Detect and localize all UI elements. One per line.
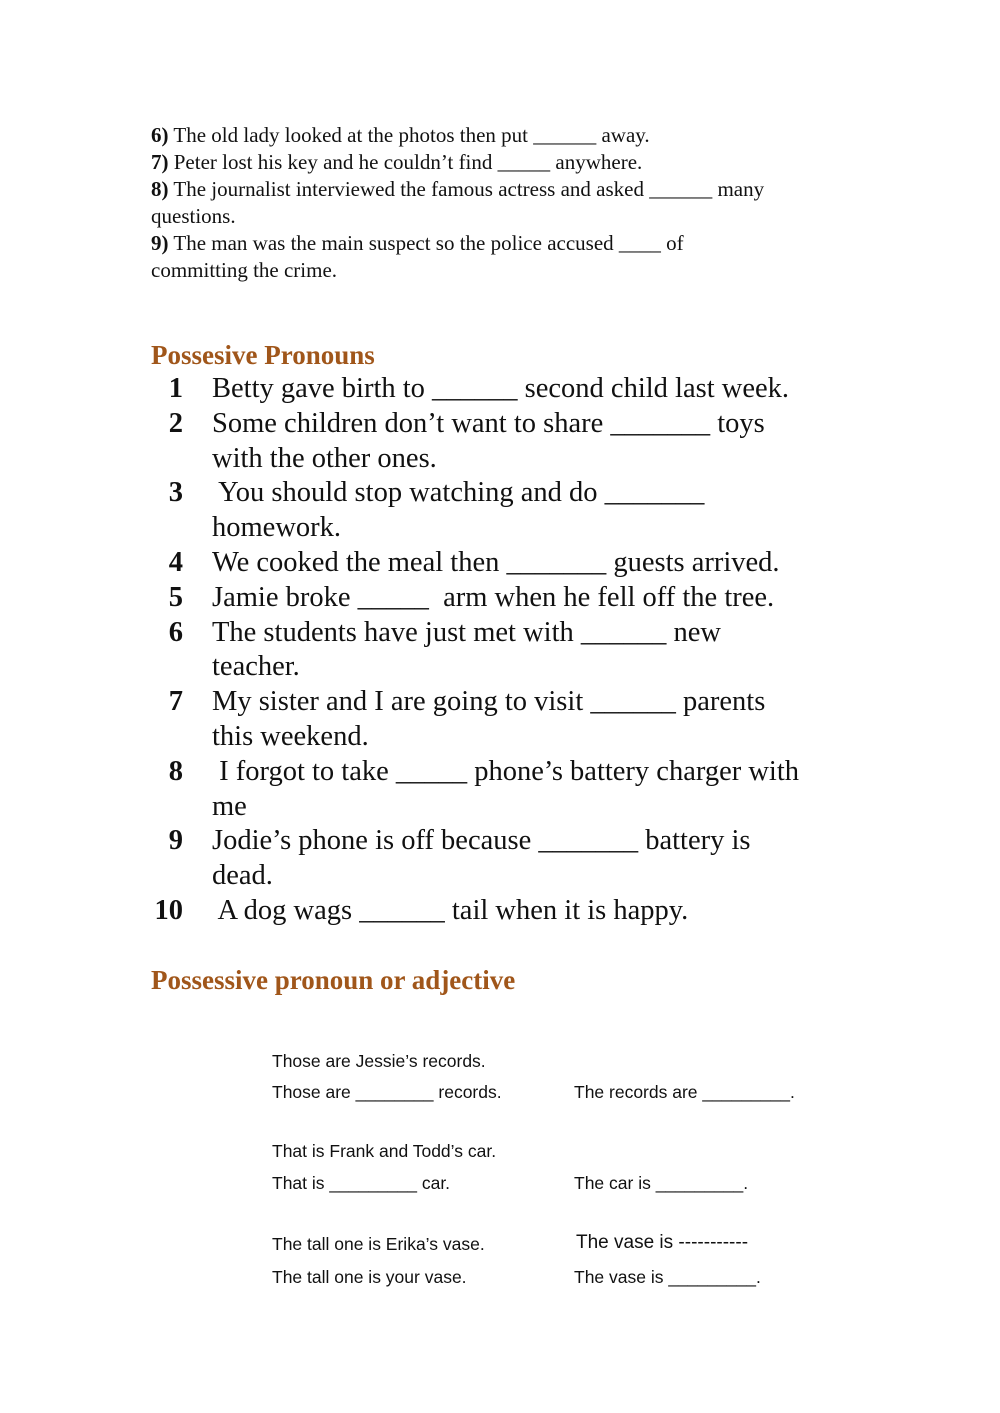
- item-text: I forgot to take _____ phone’s battery charger with: [212, 755, 800, 787]
- item-text: Jodie’s phone is off because _______ battery is: [212, 825, 751, 857]
- possessive-pronouns-list: [0, 372, 1000, 929]
- item-text: with the other ones.: [212, 442, 437, 474]
- item-number: 8: [168, 755, 183, 787]
- exercise-line: The records are _________.: [574, 1082, 795, 1102]
- exercise-line: The vase is _________.: [574, 1267, 761, 1287]
- section-heading-possessive-pronouns: Possesive Pronouns: [151, 340, 375, 370]
- item-number: 3: [168, 477, 183, 509]
- item-number: 9): [151, 231, 169, 255]
- list-item: [0, 824, 1000, 894]
- item-text: Peter lost his key and he couldn’t find _____ anywhere.: [173, 150, 643, 174]
- exercise-line: That is _________ car.: [272, 1173, 451, 1193]
- item-text: The old lady looked at the photos then put ______ away.: [173, 123, 650, 147]
- item-text: The man was the main suspect so the police accused ____ of: [173, 231, 684, 255]
- item-number: 7: [168, 686, 183, 718]
- exercise-line: The car is _________.: [574, 1173, 749, 1193]
- list-item: [0, 894, 1000, 929]
- item-number: 8): [151, 177, 169, 201]
- list-item: [0, 476, 1000, 546]
- item-text: We cooked the meal then _______ guests arrived.: [212, 546, 780, 578]
- item-text: My sister and I are going to visit ______ parents: [212, 686, 766, 718]
- item-text: me: [212, 790, 247, 822]
- list-item: [0, 755, 1000, 825]
- list-item: [0, 407, 1000, 477]
- exercise-line: Those are Jessie’s records.: [272, 1051, 486, 1071]
- exercise-line: [151, 257, 851, 284]
- item-number: 6: [168, 616, 183, 648]
- exercise-line: The tall one is your vase.: [272, 1267, 467, 1287]
- item-text: teacher.: [212, 651, 300, 683]
- list-item: [0, 685, 1000, 755]
- item-text: A dog wags ______ tail when it is happy.: [212, 894, 689, 926]
- item-number: 7): [151, 150, 169, 174]
- item-text: You should stop watching and do _______: [212, 477, 705, 509]
- exercise-line: Those are ________ records.: [272, 1082, 502, 1102]
- exercise-line: [151, 176, 851, 203]
- exercise-line: The tall one is Erika’s vase.: [272, 1234, 485, 1254]
- exercise-line: That is Frank and Todd’s car.: [272, 1141, 497, 1161]
- item-text: Some children don’t want to share _______ toys: [212, 407, 765, 439]
- exercise-line: The vase is -----------: [576, 1232, 749, 1253]
- item-text: Jamie broke _____ arm when he fell off the tree.: [212, 581, 775, 613]
- item-text: The students have just met with ______ new: [212, 616, 721, 648]
- exercise-line: [151, 230, 851, 257]
- exercise-line: [151, 122, 851, 149]
- item-text: Betty gave birth to ______ second child last week.: [212, 373, 789, 404]
- item-number: 1: [168, 373, 183, 404]
- item-number: 5: [168, 581, 183, 613]
- list-item: [0, 616, 1000, 686]
- reflexive-exercise: [151, 122, 851, 284]
- section-heading-possessive-adjective: Possessive pronoun or adjective: [151, 965, 516, 995]
- item-number: 2: [168, 407, 183, 439]
- list-item: [0, 372, 1000, 407]
- item-number: 10: [154, 894, 183, 926]
- item-text: committing the crime.: [151, 258, 338, 282]
- item-number: 4: [168, 546, 183, 578]
- item-number: 9: [168, 825, 183, 857]
- item-text: dead.: [212, 860, 273, 892]
- item-number: 6): [151, 123, 169, 147]
- exercise-line: [151, 203, 851, 230]
- item-text: homework.: [212, 512, 342, 544]
- exercise-line: [151, 149, 851, 176]
- item-text: The journalist interviewed the famous actress and asked ______ many: [173, 177, 765, 201]
- list-item: [0, 546, 1000, 581]
- list-item: [0, 581, 1000, 616]
- item-text: this weekend.: [212, 720, 369, 752]
- item-text: questions.: [151, 204, 236, 228]
